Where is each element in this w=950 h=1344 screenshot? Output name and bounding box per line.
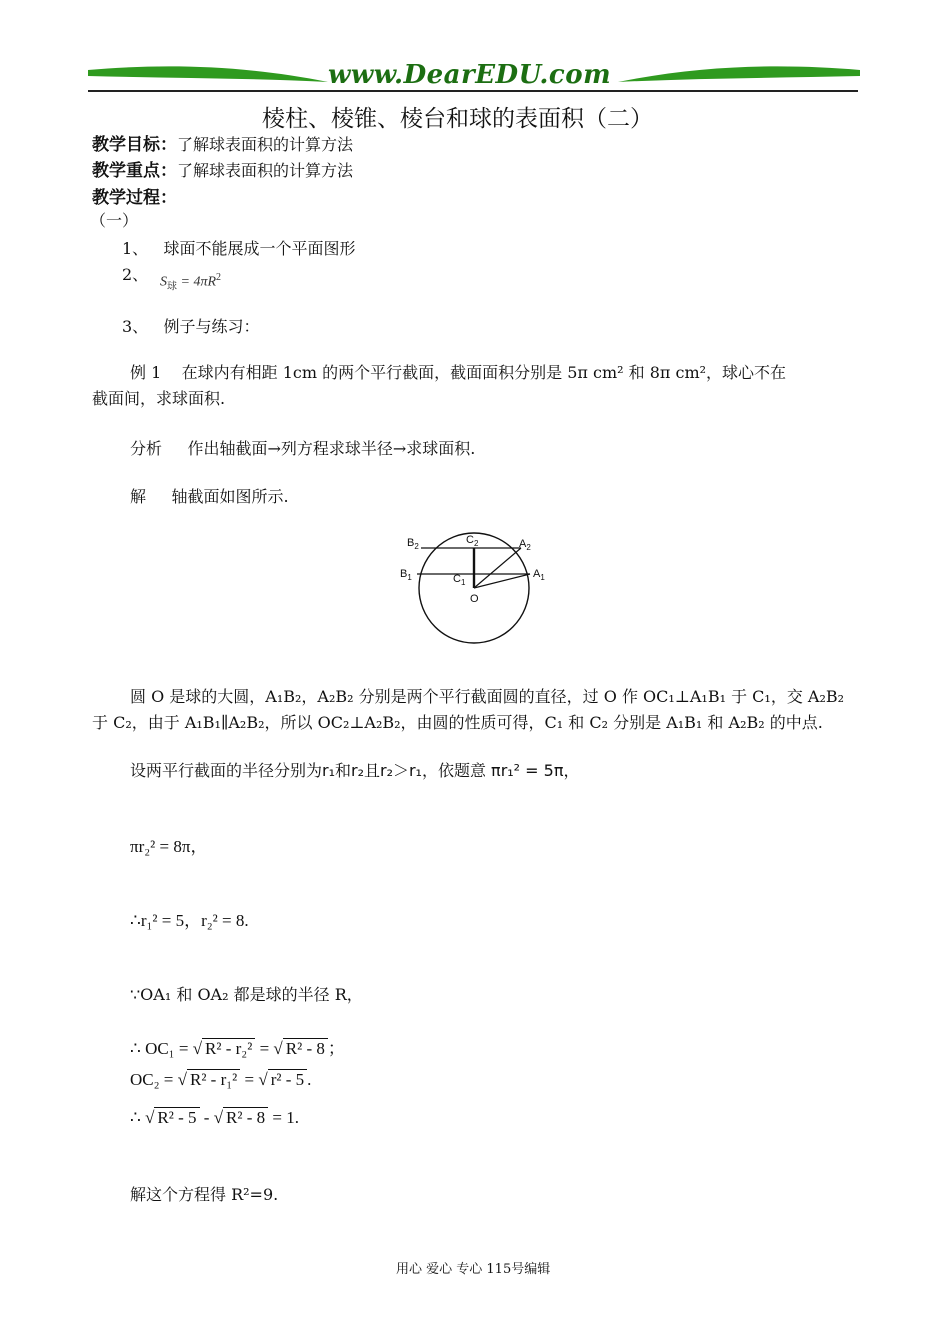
item-2-num: 2、 [122,265,149,284]
analysis-label: 分析 [130,439,163,458]
right-swoosh [618,66,860,82]
solution-row [130,484,289,507]
label-a2: $A_2$ [519,538,531,552]
formula-exp: 2 [216,272,222,283]
process-label: 教学过程： [92,188,177,208]
formula-s: S [160,274,167,290]
focus-text: 了解球表面积的计算方法 [177,161,354,180]
eq-6: OC₂ = √ R² - r₁² = √ r² - 5 . [130,1070,312,1089]
label-b1: $B_1$ [400,568,412,582]
site-logo[interactable]: www.DearEDU.com [328,60,612,90]
eq-6-a: OC₂ = [130,1070,178,1089]
eq-3: ∴r₁² = 5，r₂² = 8. [130,911,249,930]
analysis-text: 作出轴截面→列方程求球半径→求球面积. [187,439,476,458]
objective-row [92,130,353,155]
header-rule [88,90,858,92]
left-swoosh [88,66,328,82]
solution-text: 轴截面如图所示. [171,487,289,506]
page-footer: 用心 爱心 专心 115号编辑 [396,1262,551,1277]
label-a1: $A_1$ [533,568,545,582]
item-3-text: 例子与练习： [163,317,260,336]
item-3-num: 3、 [122,317,149,336]
eq-5-c: = [255,1039,274,1058]
label-o: O [470,593,479,605]
eq-5-d: R² - 8 [283,1038,328,1058]
example-text-1: 在球内有相距 1cm 的两个平行截面，截面面积分别是 5π cm² 和 8π cm²，球心不在 [181,363,787,382]
formula-sub: 球 [167,281,177,293]
eq-8: 解这个方程得 R²=9. [130,1185,279,1204]
eq-6-b: R² - r₁² [187,1069,240,1089]
label-b2: $B_2$ [407,537,419,551]
eq-7-a: ∴ [130,1108,146,1127]
eq-6-e: . [307,1070,312,1089]
eq-7-c: - [199,1108,214,1127]
eq-5: ∴ OC₁ = √ R² - r₂² = √ R² - 8 ； [130,1039,345,1058]
page-title: 棱柱、棱锥、棱台和球的表面积（二） [262,106,653,132]
eq-7-b: R² - 5 [154,1107,199,1127]
formula-rhs: = 4πR [180,274,217,290]
eq-7: ∴ √ R² - 5 - √ R² - 8 = 1. [130,1108,299,1127]
section-label: （一） [90,211,139,230]
example-line-2: 截面间，求球面积. [92,389,226,408]
example-line-1 [130,360,786,383]
eq-5-e: ； [327,1039,345,1058]
eq-7-e: = 1. [268,1108,299,1127]
item-3 [122,314,259,337]
axial-section-figure [395,528,555,646]
eq-7-d: R² - 8 [223,1107,268,1127]
solution-label: 解 [130,487,147,506]
item-1-num: 1、 [122,239,149,258]
label-c1: $C_1$ [453,573,466,587]
eq-6-c: = [240,1070,259,1089]
eq-2: πr₂² = 8π， [130,837,208,856]
objective-label: 教学目标： [92,135,177,155]
eq-setup: 设两平行截面的半径分别为r₁和r₂且r₂＞r₁，依题意 πr₁² = 5π， [130,761,580,780]
eq-5-b: R² - r₂² [202,1038,255,1058]
para-line-1: 圆 O 是球的大圆，A₁B₂，A₂B₂ 分别是两个平行截面圆的直径，过 O 作 OC₁⊥A₁B₁ 于 C₁，交 A₂B₂ [130,687,845,706]
focus-row [92,156,353,181]
eq-6-d: r² - 5 [268,1069,307,1089]
eq-4: ∵OA₁ 和 OA₂ 都是球的半径 R， [130,985,363,1004]
para-line-2: 于 C₂，由于 A₁B₁∥A₂B₂，所以 OC₂⊥A₂B₂，由圆的性质可得，C₁ 和 C₂ 分别是 A₁B₁ 和 A₂B₂ 的中点. [92,713,823,732]
focus-label: 教学重点： [92,161,177,181]
sphere-area-formula [160,272,221,292]
objective-text: 了解球表面积的计算方法 [177,135,354,154]
example-label: 例 1 [130,363,162,382]
item-1-text: 球面不能展成一个平面图形 [163,239,356,258]
label-c2: $C_2$ [466,534,479,548]
eq-5-a: ∴ OC₁ = [130,1039,193,1058]
analysis-row [130,436,475,459]
item-1 [122,236,355,259]
